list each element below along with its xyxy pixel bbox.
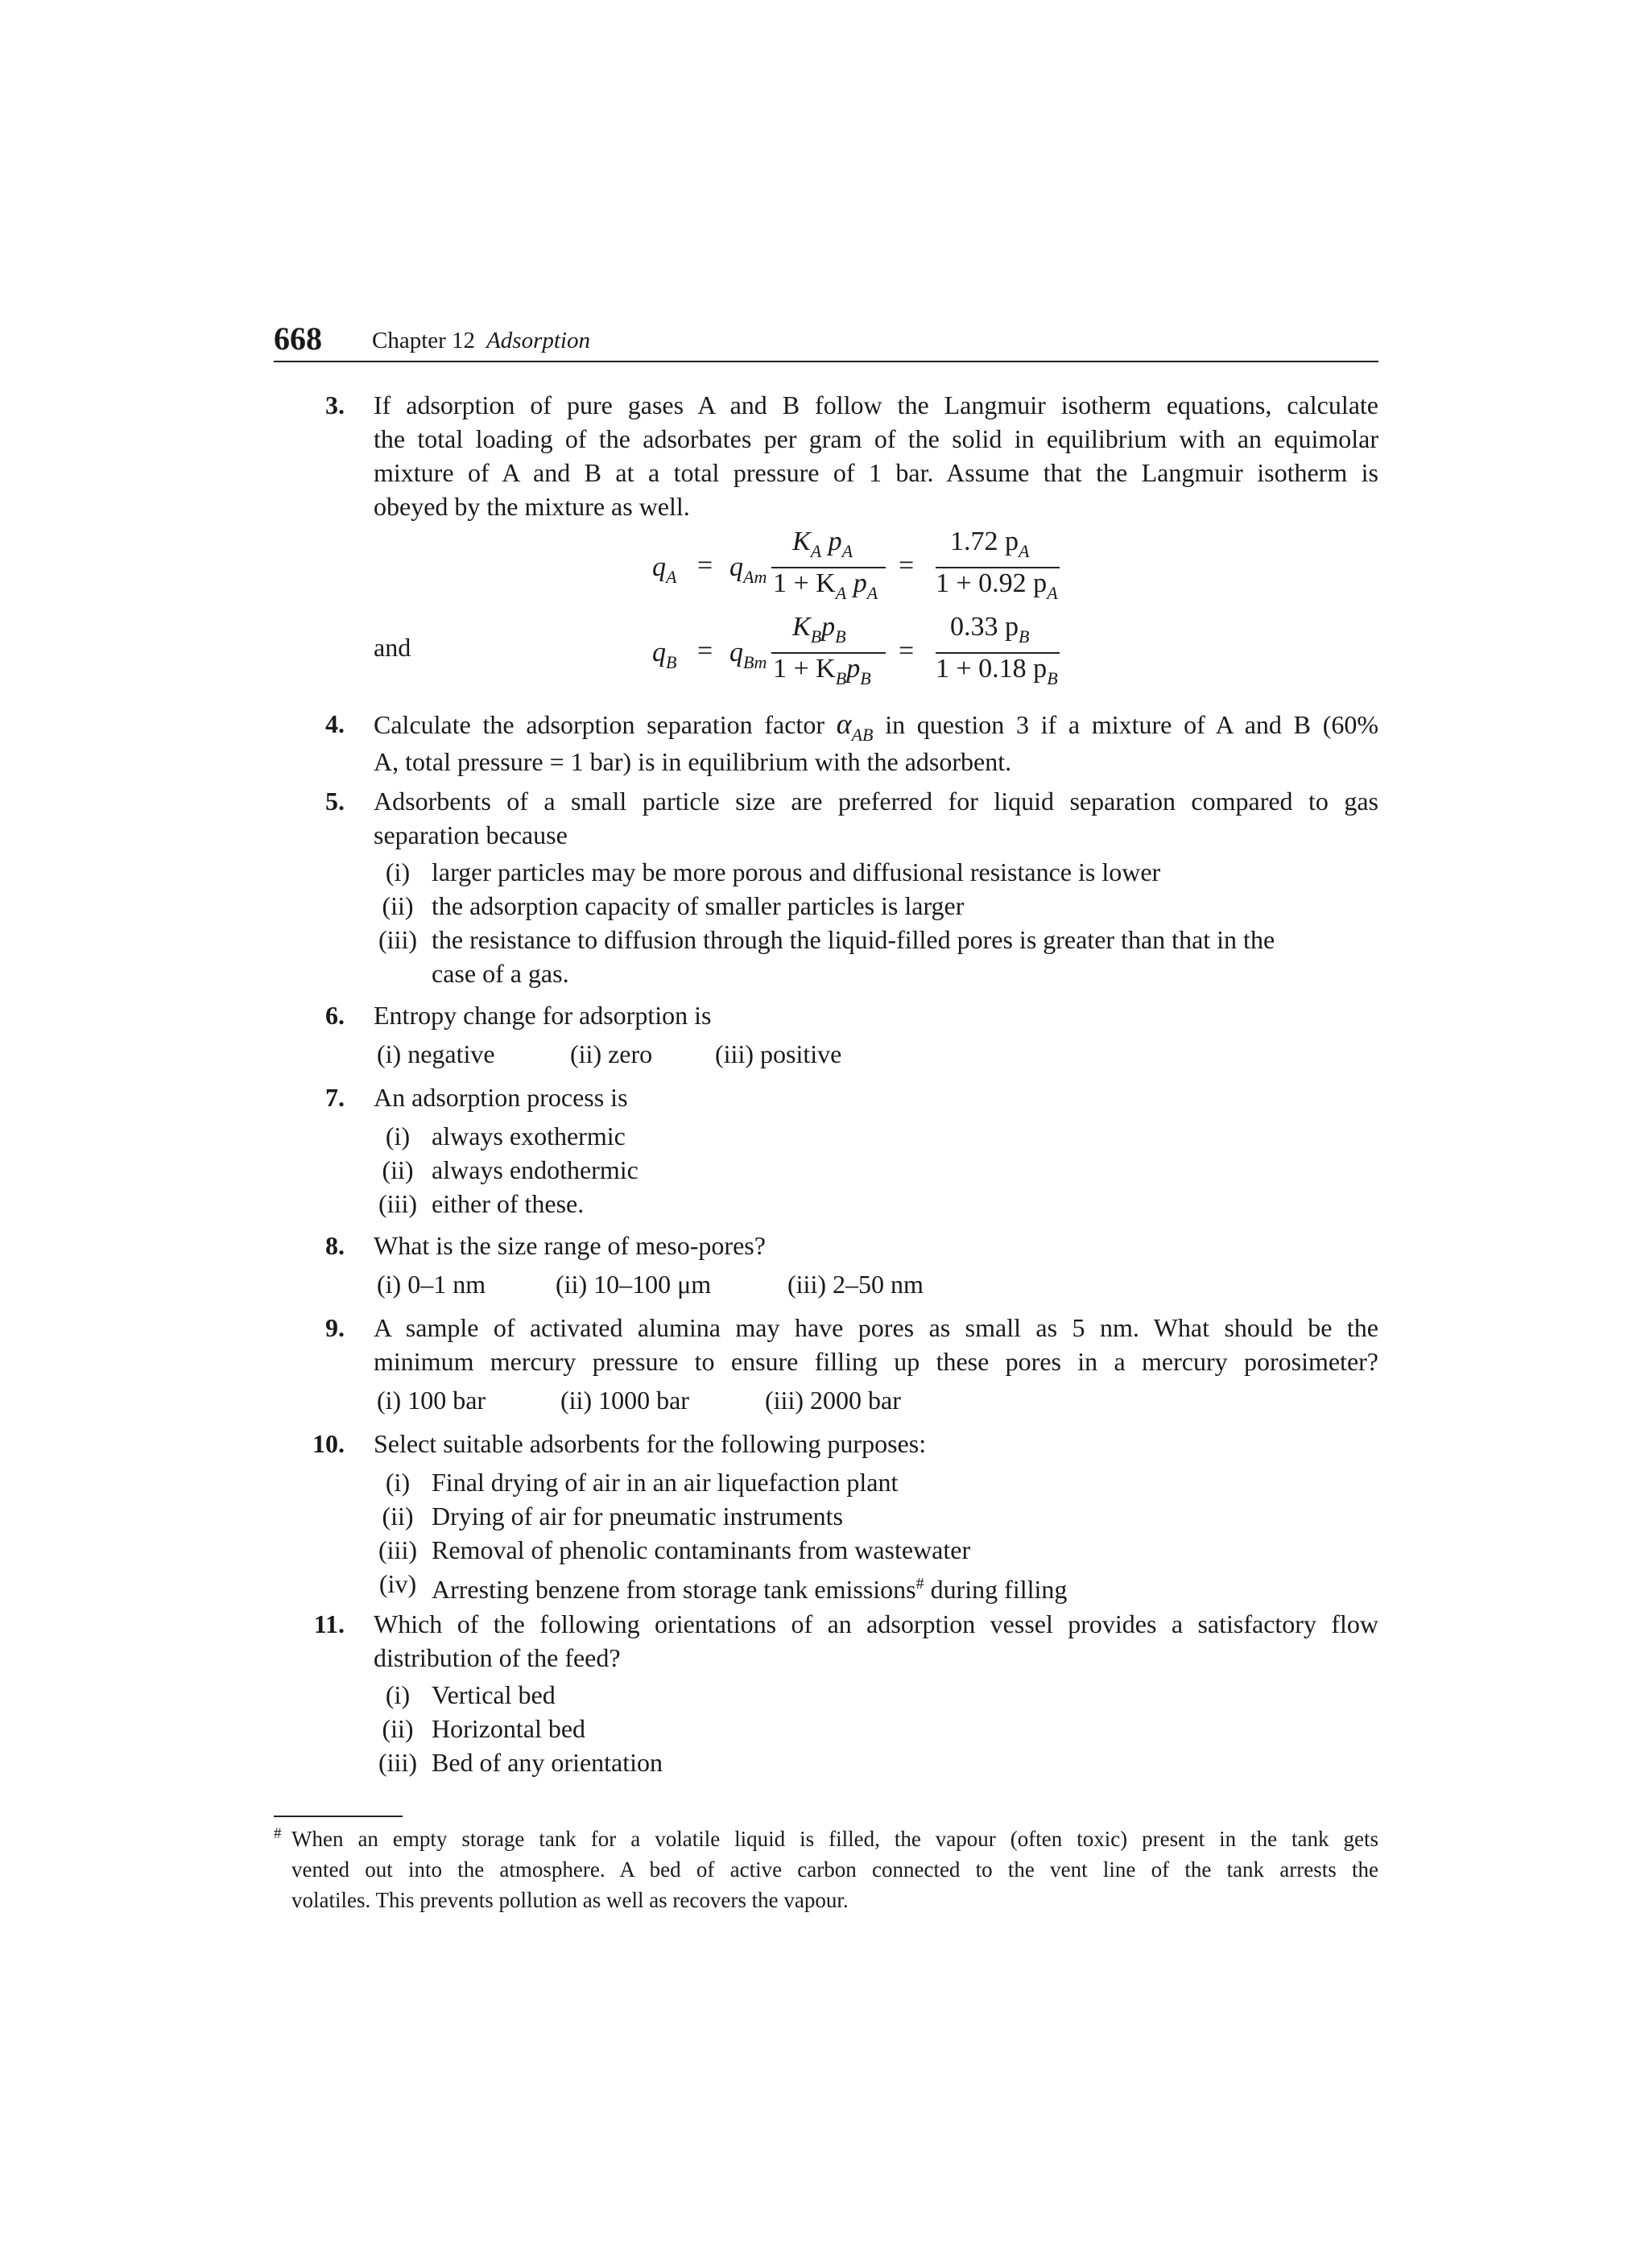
question-text: An adsorption process is [374,1083,628,1112]
question-text [374,784,1378,852]
question-number: 3. [325,390,345,419]
question-number: 8. [325,1231,345,1260]
text-line: When an empty storage tank for a volatile liquid is filled, the vapour (often toxic) present in the tank gets [291,1827,1378,1851]
eq-numerator: 0.33 $p_B$ [950,612,1030,647]
eq-denominator: 1 + 0.18 $p_B$ [936,654,1058,688]
option-label: (iii) [378,1535,417,1564]
option-text: Vertical bed [432,1680,556,1709]
option-item: (ii) zero [570,1039,653,1068]
and-label: and [374,633,411,662]
option-label: (i) [385,857,411,886]
text-line: Adsorbents of a small particle size are preferred for liquid separation compared to gas [374,787,1378,816]
question-text: What is the size range of meso-pores? [374,1231,766,1260]
option-text: Removal of phenolic contaminants from wastewater [432,1535,971,1564]
chapter-label [372,321,590,360]
text-line: If adsorption of pure gases A and B follow the Langmuir isotherm equations, calculate [374,390,1378,419]
option-item: (i) 100 bar [377,1386,486,1415]
option-text: larger particles may be more porous and diffusional resistance is lower [432,857,1161,886]
eq-denominator: $1 + K_A$ $p_A$ [773,568,878,603]
option-item: (ii) 1000 bar [560,1386,689,1415]
option-text: either of these. [432,1189,585,1218]
text-line: Calculate the adsorption separation factor $\alpha_{AB}$ in question 3 if a mixture of A and B (60% [374,708,1379,745]
eq-numerator: 1.72 $p_A$ [950,527,1030,561]
eq-equals: = [697,636,713,666]
page-number: 668 [274,320,322,357]
eq-denominator: 1 + 0.92 $p_A$ [936,568,1058,603]
text-line: A, total pressure = 1 bar) is in equilibrium with the adsorbent. [374,747,1012,776]
header-rule [274,361,1378,362]
option-row [377,1267,1382,1301]
option-label: (ii) [382,1502,414,1531]
option-label: (ii) [382,891,414,920]
option-item: (ii) 10–100 μm [556,1270,712,1299]
question-number: 10. [312,1429,345,1458]
option-row [377,1383,1382,1417]
option-text: the resistance to diffusion through the liquid-filled pores is greater than that in the [432,925,1275,954]
option-item: (i) negative [377,1039,495,1068]
chapter-title: Adsorption [486,328,590,353]
text-line: Which of the following orientations of an adsorption vessel provides a satisfactory flow [374,1609,1378,1638]
eq-equals: = [899,551,915,580]
option-text: Bed of any orientation [432,1748,663,1777]
option-text: Drying of air for pneumatic instruments [432,1502,843,1531]
question-text [374,707,1378,779]
eq-equals: = [697,551,713,580]
question-text [374,1311,1378,1378]
question-text [374,388,1378,523]
option-label: (ii) [382,1714,414,1743]
option-text: Final drying of air in an air liquefaction plant [432,1468,899,1497]
eq-equals: = [899,636,915,666]
eq-lhs: $q_B$ [652,638,677,672]
text-line: vented out into the atmosphere. A bed of active carbon connected to the vent line of the tank arrests the [291,1857,1378,1882]
option-text: the adsorption capacity of smaller particles is larger [432,891,965,920]
question-number: 7. [325,1083,345,1112]
text-line: distribution of the feed? [374,1643,621,1672]
text-line: mixture of A and B at a total pressure of 1 bar. Assume that the Langmuir isotherm is [374,458,1378,487]
option-item: (iii) positive [715,1039,842,1068]
text-line: the total loading of the adsorbates per gram of the solid in equilibrium with an equimolar [374,424,1378,453]
question-text: Entropy change for adsorption is [374,1001,712,1030]
option-item: (i) 0–1 nm [377,1270,486,1299]
footnote-marker: # [915,1575,924,1593]
option-row [377,1037,1382,1071]
footnote-marker: # [274,1825,282,1842]
option-item: (iii) 2–50 nm [787,1270,924,1299]
question-text: Select suitable adsorbents for the following purposes: [374,1429,927,1458]
option-text: Horizontal bed [432,1714,586,1743]
question-number: 4. [325,709,345,738]
eq-coef: $q_{Am}$ [729,552,767,587]
text-line: volatiles. This prevents pollution as well as recovers the vapour. [291,1888,849,1912]
eq-lhs: $q_A$ [652,552,677,587]
question-number: 6. [325,1001,345,1030]
footnote-text [291,1824,1378,1915]
text-line: obeyed by the mixture as well. [374,492,690,521]
eq-numerator: $K_Bp_B$ [792,612,846,647]
option-text: case of a gas. [432,959,569,988]
running-header [274,318,1378,360]
option-text: always exothermic [432,1122,626,1151]
option-text: always endothermic [432,1155,639,1184]
question-number: 11. [313,1609,345,1638]
option-label: (iii) [378,1748,417,1777]
option-label: (i) [385,1680,411,1709]
question-text [374,1607,1378,1675]
text-line: separation because [374,820,568,849]
eq-denominator: $1 + K_Bp_B$ [773,654,871,688]
eq-numerator: $K_A$ $p_A$ [792,527,853,561]
question-number: 9. [325,1313,345,1342]
option-text: Arresting benzene from storage tank emissions# during filling [432,1575,1068,1604]
footnote-rule [274,1816,403,1817]
text-line: A sample of activated alumina may have pores as small as 5 nm. What should be the [374,1313,1378,1342]
question-number: 5. [325,787,345,816]
option-label: (i) [385,1122,411,1151]
option-label: (iii) [378,1189,417,1218]
option-label: (i) [385,1468,411,1497]
option-label: (iii) [378,925,417,954]
text-line: minimum mercury pressure to ensure filling up these pores in a mercury porosimeter? [374,1347,1378,1376]
option-label: (ii) [382,1155,414,1184]
eq-coef: $q_{Bm}$ [729,638,767,672]
option-item: (iii) 2000 bar [765,1386,901,1415]
option-label: (iv) [378,1569,417,1598]
chapter-number: Chapter 12 [372,328,476,353]
